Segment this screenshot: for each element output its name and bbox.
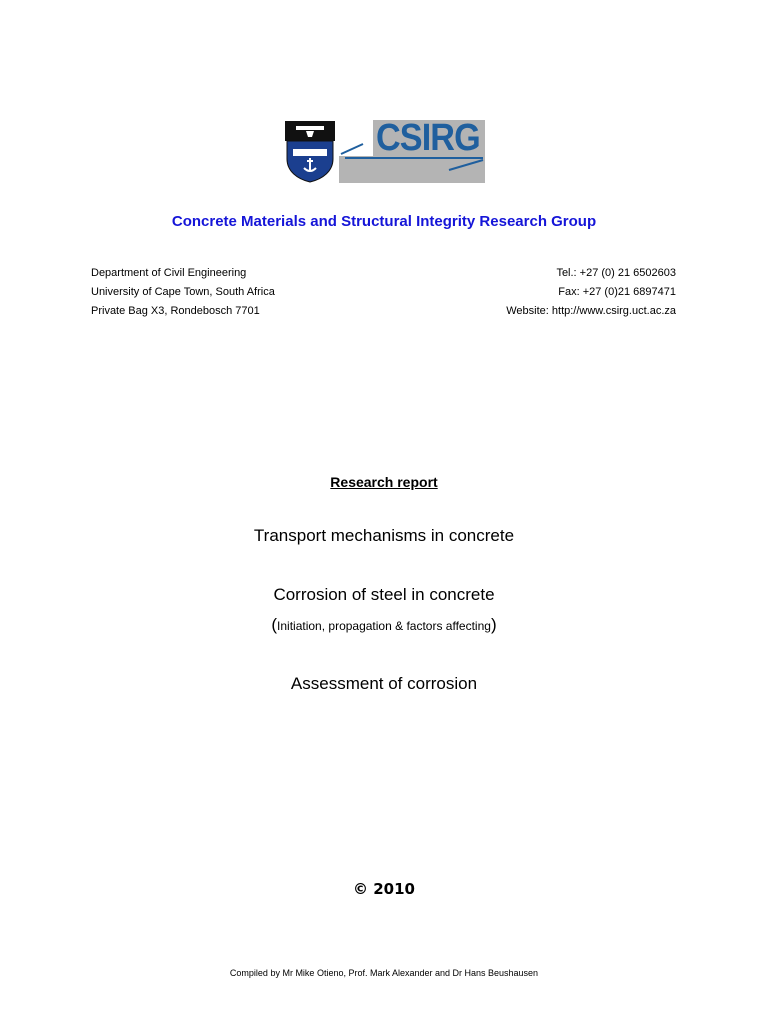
csirg-wordmark: CSIRG [376,117,480,159]
report-title-corrosion: Corrosion of steel in concrete [273,585,495,604]
report-label: Research report [330,474,438,490]
subtitle-open-paren: ( [271,615,278,634]
csirg-block [339,117,485,183]
report-title-assessment: Assessment of corrosion [290,674,478,693]
subtitle-close-paren: ) [490,615,497,634]
group-name: Concrete Materials and Structural Integrity Research Group [171,213,597,230]
address-left [91,264,275,321]
contact-tel: Tel.: +27 (0) 21 6502603 [556,267,676,279]
uct-crest-icon [284,120,336,183]
address-postal: Private Bag X3, Rondebosch 7701 [91,305,260,317]
contact-fax: Fax: +27 (0)21 6897471 [558,286,676,298]
address-department: Department of Civil Engineering [91,267,247,279]
address-right [506,264,676,321]
copyright: © 2010 [353,880,415,898]
address-university: University of Cape Town, South Africa [91,286,275,298]
contact-website: Website: http://www.csirg.uct.ac.za [506,305,676,317]
report-subtitle-corrosion [0,615,768,635]
compiled-by: Compiled by Mr Mike Otieno, Prof. Mark Alexander and Dr Hans Beushausen [229,968,539,978]
report-title-transport: Transport mechanisms in concrete [253,526,515,545]
subtitle-text: Initiation, propagation & factors affecting [277,619,491,633]
csirg-logo [284,117,485,183]
